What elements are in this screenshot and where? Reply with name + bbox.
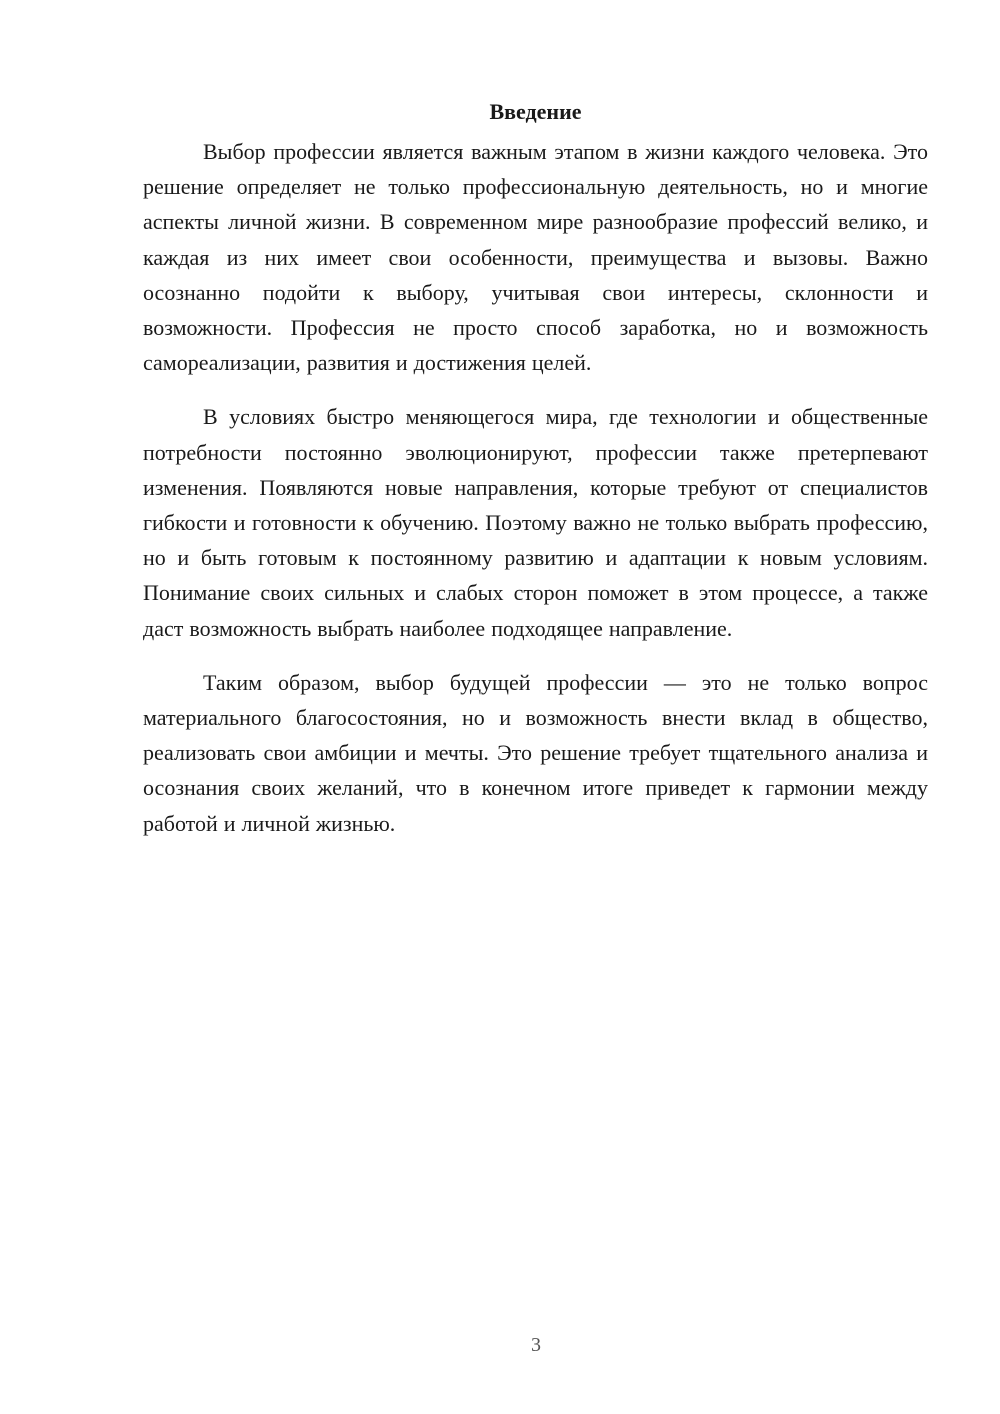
page-heading: Введение (489, 99, 582, 124)
page-number: 3 (531, 1334, 541, 1356)
page-content (143, 98, 928, 860)
paragraph-1: Выбор профессии является важным этапом в жизни каждого человека. Это решение определяет не только профессиональную деятельность, но и многие аспекты личной жизни. В современном мире разнообразие профессий велико, и каждая из них имеет свои особенности, преимущества и вызовы. Важно осознанно подойти к выбору, учитывая свои интересы, склонности и возможности. Профессия не просто способ заработка, но и возможность самореализации, развития и достижения целей. (143, 139, 928, 376)
paragraph-2: В условиях быстро меняющегося мира, где технологии и общественные потребности постоянно эволюционируют, профессии также претерпевают изменения. Появляются новые направления, которые требуют от специалистов гибкости и готовности к обучению. Поэтому важно не только выбрать профессию, но и быть готовым к постоянному развитию и адаптации к новым условиям. Понимание своих сильных и слабых сторон поможет в этом процессе, а также даст возможность выбрать наиболее подходящее направление. (143, 404, 928, 641)
paragraph-3: Таким образом, выбор будущей профессии — это не только вопрос материального благосостояния, но и возможность внести вклад в общество, реализовать свои амбиции и мечты. Это решение требует тщательного анализа и осознания своих желаний, что в конечном итоге приведет к гармонии между работой и личной жизнью. (143, 669, 928, 836)
